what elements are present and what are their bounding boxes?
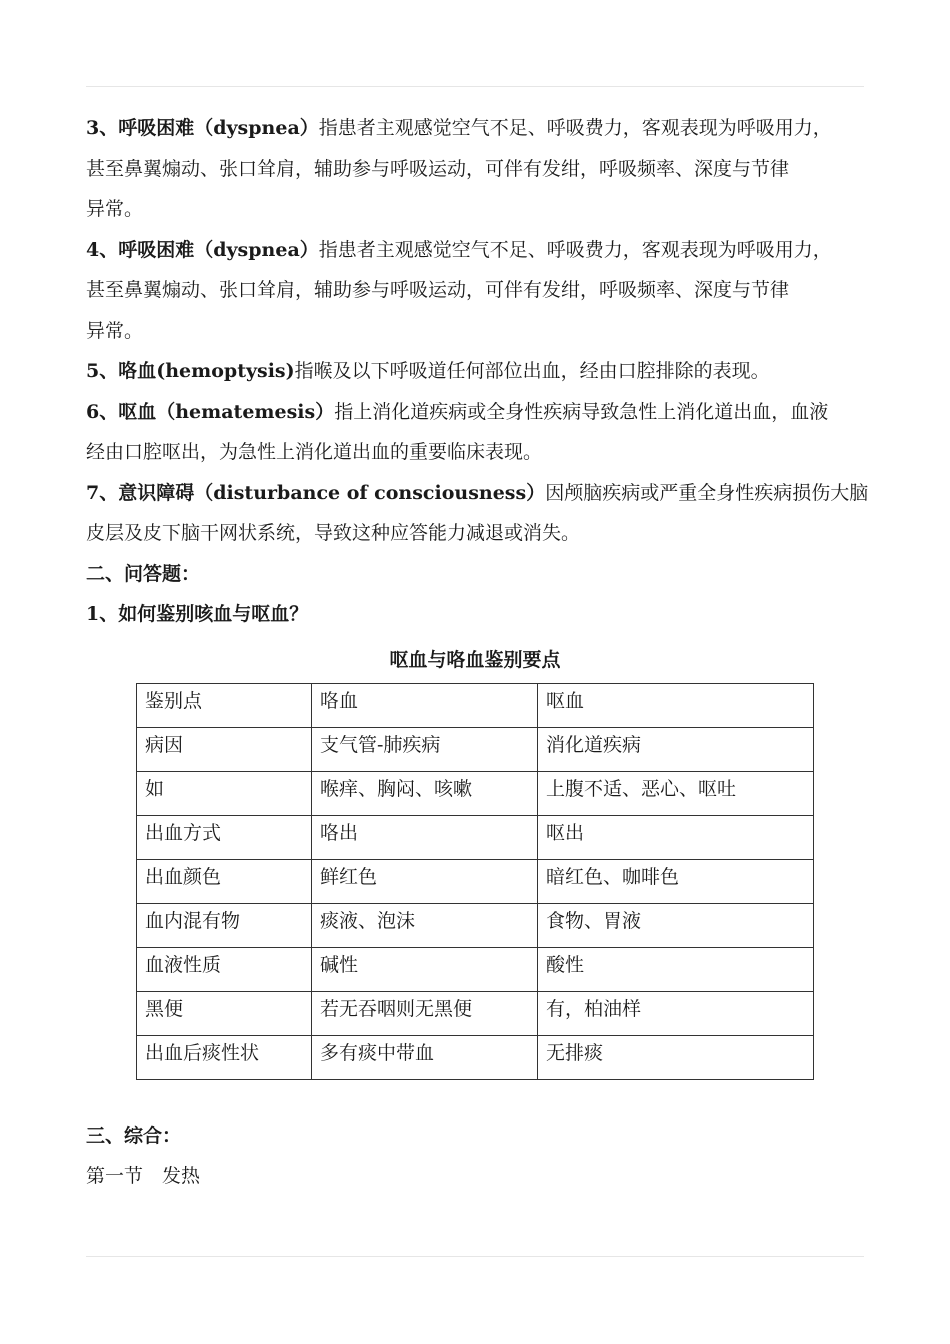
- table-cell: 病因: [137, 727, 312, 771]
- table-caption: 呕血与咯血鉴别要点: [389, 648, 561, 671]
- table-cell: 喉痒、胸闷、咳嗽: [312, 771, 538, 815]
- definition-term-name: 咯血(hemoptysis): [118, 360, 295, 382]
- definition-line: [86, 149, 876, 190]
- comparison-table: [136, 683, 814, 1080]
- definition-text: 皮层及皮下脑干网状系统，导致这种应答能力减退或消失。: [86, 522, 581, 544]
- question-1: 1、如何鉴别咳血与呕血？: [86, 603, 309, 625]
- definition-line: [86, 432, 876, 473]
- table-row: [137, 903, 814, 947]
- table-cell: 呕血: [538, 683, 814, 727]
- definition-line: [86, 270, 876, 311]
- definition-term-name: 呕血（hematemesis）: [118, 400, 335, 423]
- section-3-heading: 三、综合：: [86, 1124, 182, 1147]
- table-cell: 出血方式: [137, 815, 312, 859]
- table-cell: 食物、胃液: [538, 903, 814, 947]
- footer-rule: [86, 1256, 864, 1257]
- definition-text: 指患者主观感觉空气不足、呼吸费力，客观表现为呼吸用力，: [318, 238, 832, 261]
- table-cell: 消化道疾病: [538, 727, 814, 771]
- table-cell: 咯出: [312, 815, 538, 859]
- definition-term: 3、: [86, 117, 119, 139]
- table-cell: 上腹不适、恶心、呕吐: [538, 771, 814, 815]
- table-cell: 酸性: [538, 947, 814, 991]
- definition-text: 甚至鼻翼煽动、张口耸肩，辅助参与呼吸运动，可伴有发绀，呼吸频率、深度与节律: [86, 279, 790, 301]
- table-cell: 如: [137, 771, 312, 815]
- definition-line: [86, 108, 876, 149]
- document-body: [86, 108, 876, 1197]
- definition-term: 5、: [86, 360, 119, 382]
- table-cell: 血液性质: [137, 947, 312, 991]
- definition-term: 6、: [86, 400, 119, 423]
- definition-line: [86, 473, 876, 514]
- definition-line: [86, 513, 876, 554]
- table-row: [137, 815, 814, 859]
- definition-line: [86, 189, 876, 230]
- definition-text: 指喉及以下呼吸道任何部位出血，经由口腔排除的表现。: [294, 360, 770, 382]
- definition-text: 指上消化道疾病或全身性疾病导致急性上消化道出血，血液: [334, 400, 829, 423]
- table-cell: 血内混有物: [137, 903, 312, 947]
- definition-text: 指患者主观感觉空气不足、呼吸费力，客观表现为呼吸用力，: [318, 117, 832, 139]
- section-2-heading: 二、问答题：: [86, 562, 201, 585]
- table-cell: 呕出: [538, 815, 814, 859]
- table-cell: 出血后痰性状: [137, 1035, 312, 1079]
- table-cell: 碱性: [312, 947, 538, 991]
- table-cell: 若无吞咽则无黑便: [312, 991, 538, 1035]
- definition-text: 甚至鼻翼煽动、张口耸肩，辅助参与呼吸运动，可伴有发绀，呼吸频率、深度与节律: [86, 157, 790, 180]
- table-cell: 鲜红色: [312, 859, 538, 903]
- table-row: [137, 991, 814, 1035]
- table-cell: 无排痰: [538, 1035, 814, 1079]
- definition-term-name: 意识障碍（disturbance of consciousness）: [118, 481, 546, 504]
- table-cell: 暗红色、咖啡色: [538, 859, 814, 903]
- table-cell: 有，柏油样: [538, 991, 814, 1035]
- table-row: [137, 727, 814, 771]
- table-row: [137, 683, 814, 727]
- definition-text: 经由口腔呕出，为急性上消化道出血的重要临床表现。: [86, 441, 543, 463]
- table-row: [137, 947, 814, 991]
- definitions-list: [86, 108, 876, 554]
- table-row: [137, 771, 814, 815]
- header-rule: [86, 86, 864, 87]
- definition-term: 4、: [86, 238, 119, 261]
- definition-line: [86, 351, 876, 392]
- definition-line: [86, 230, 876, 271]
- definition-term: 7、: [86, 481, 119, 504]
- definition-line: [86, 311, 876, 352]
- section-3: [86, 1116, 876, 1197]
- definition-term-name: 呼吸困难（dyspnea）: [118, 117, 319, 139]
- table-cell: 鉴别点: [137, 683, 312, 727]
- table-cell: 出血颜色: [137, 859, 312, 903]
- definition-text: 异常。: [86, 319, 144, 342]
- definition-term-name: 呼吸困难（dyspnea）: [118, 238, 319, 261]
- section-3-subheading: 第一节 发热: [86, 1165, 201, 1187]
- definition-text: 因颅脑疾病或严重全身性疾病损伤大脑: [545, 481, 869, 504]
- table-row: [137, 1035, 814, 1079]
- table-cell: 支气管-肺疾病: [312, 727, 538, 771]
- table-cell: 黑便: [137, 991, 312, 1035]
- table-cell: 痰液、泡沫: [312, 903, 538, 947]
- table-cell: 多有痰中带血: [312, 1035, 538, 1079]
- definition-line: [86, 392, 876, 433]
- table-cell: 咯血: [312, 683, 538, 727]
- table-row: [137, 859, 814, 903]
- definition-text: 异常。: [86, 198, 144, 220]
